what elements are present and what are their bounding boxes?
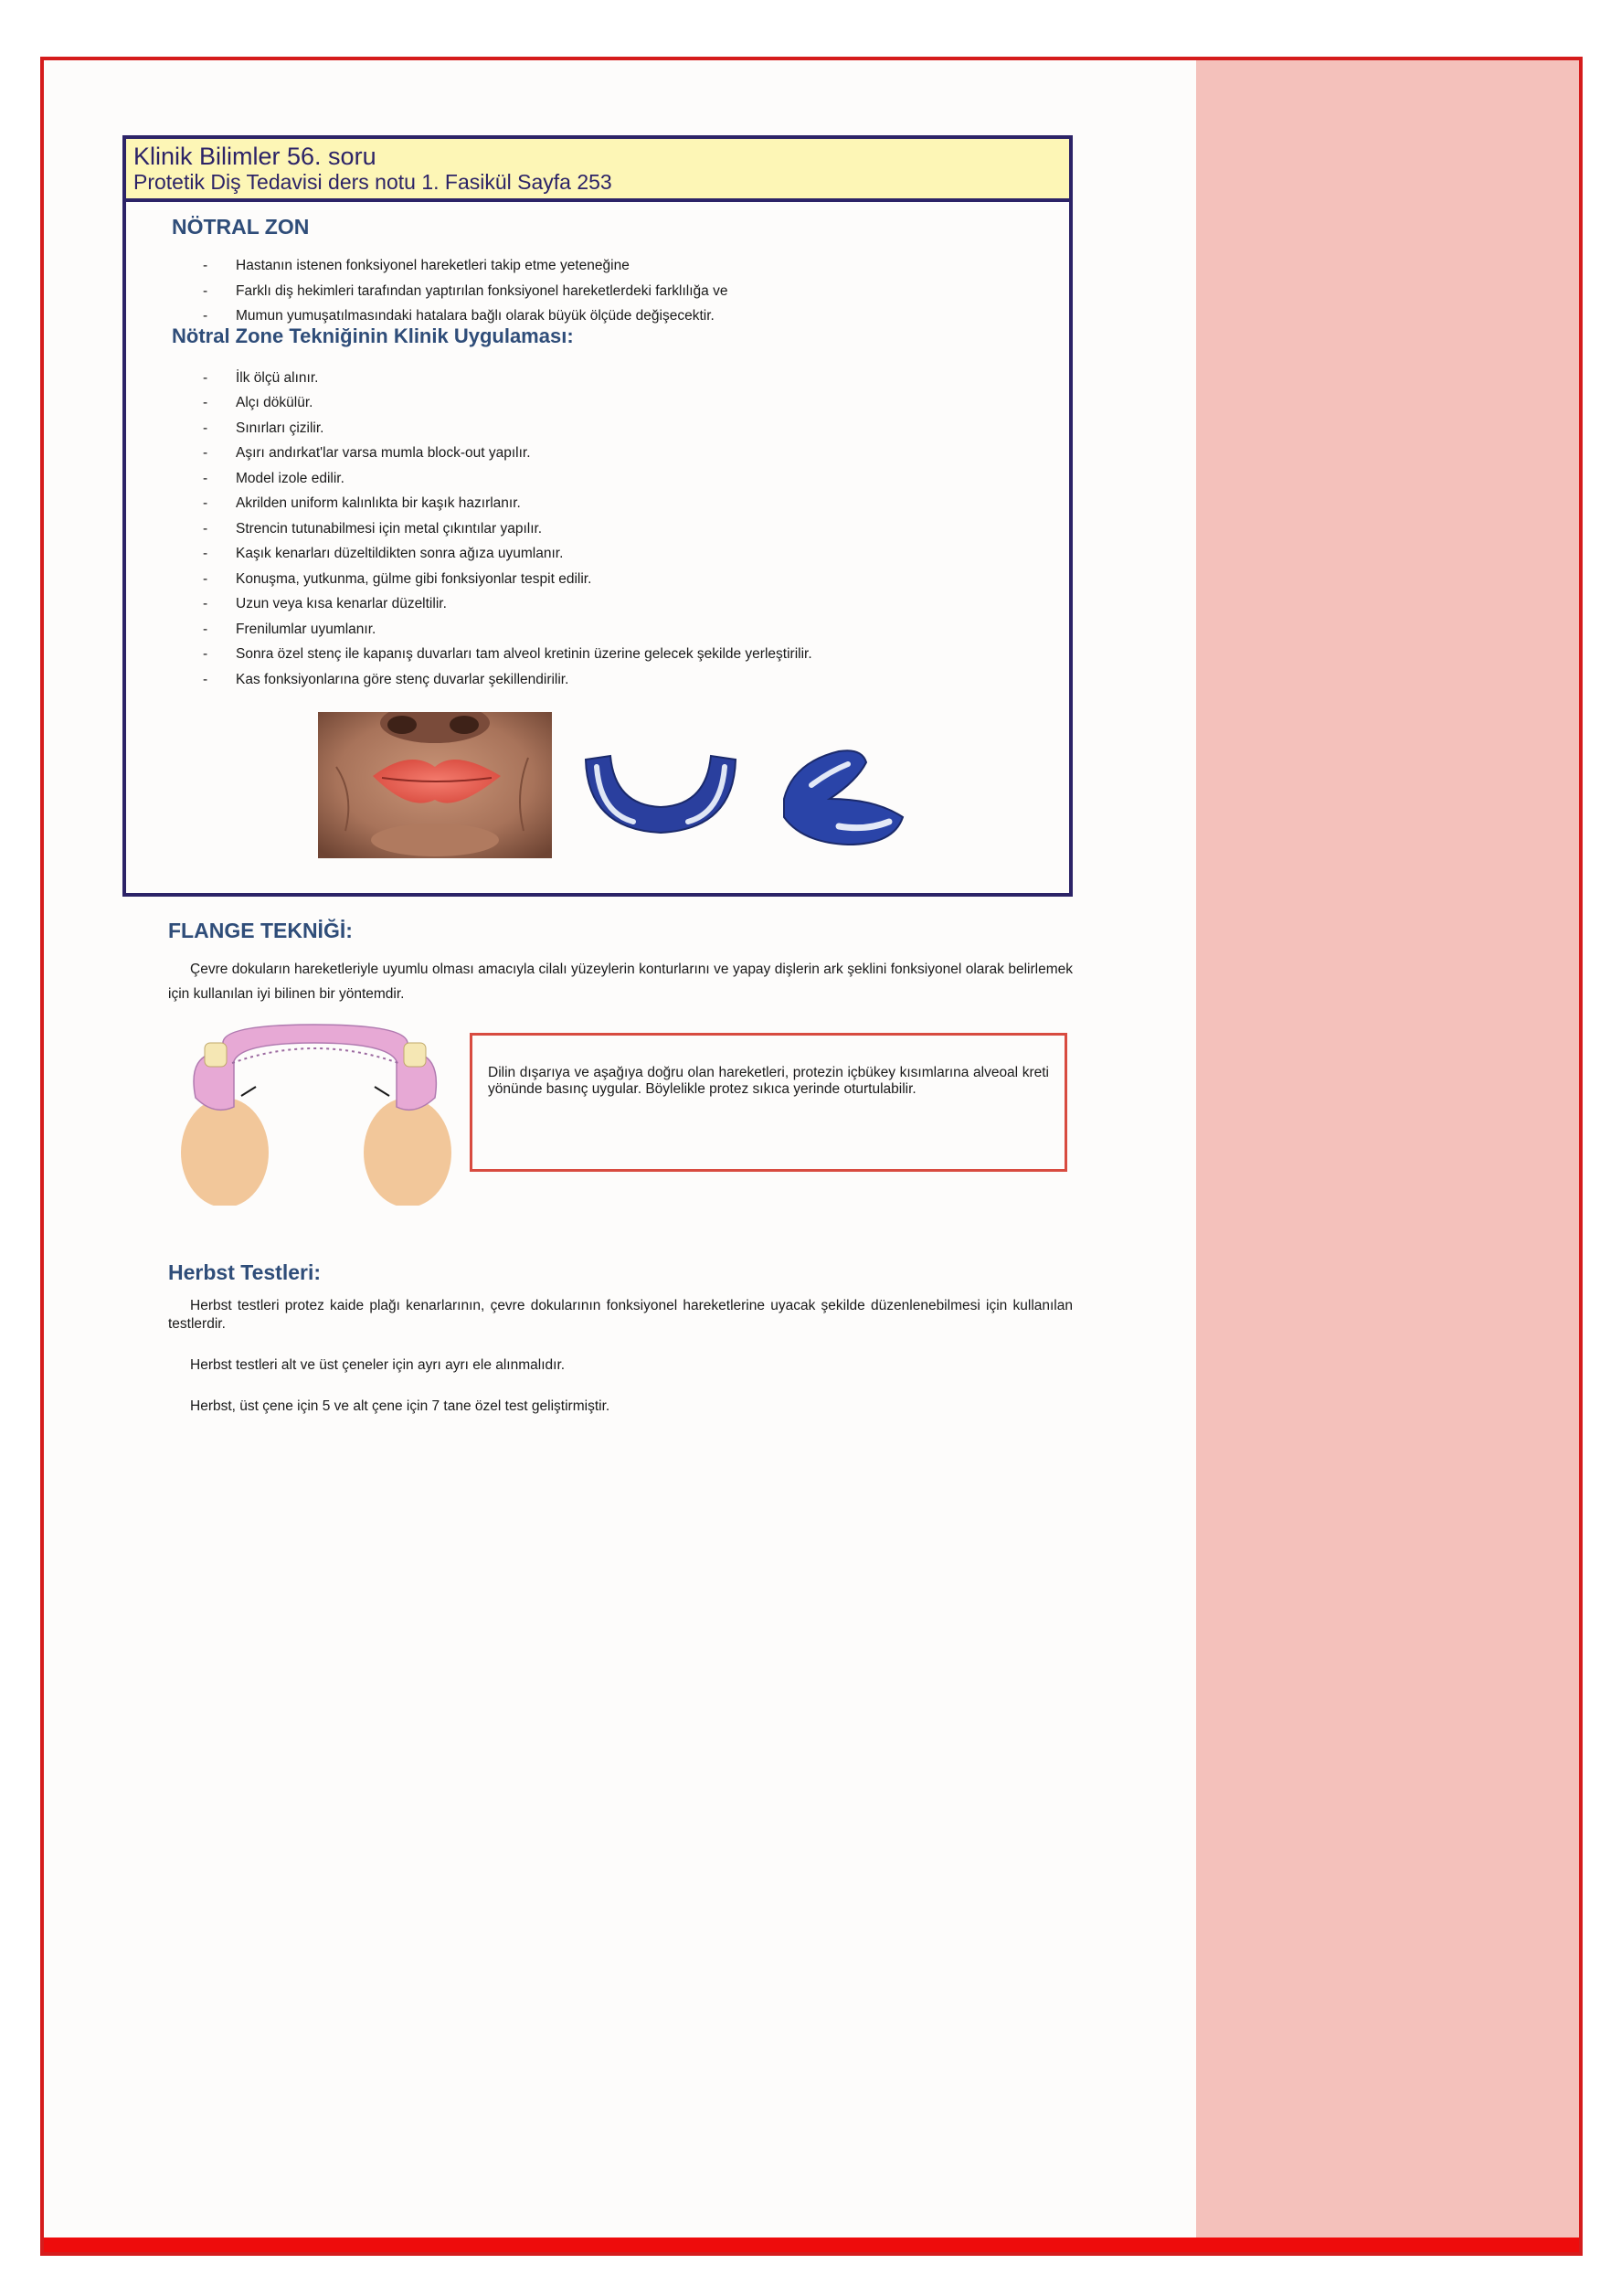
denture-diagram <box>168 1015 461 1206</box>
notral-zon-list <box>172 253 1069 329</box>
list-item: - Kas fonksiyonlarına göre stenç duvarlar şekillendirilir. <box>203 667 1069 693</box>
lips-photo <box>318 712 552 858</box>
box-subtitle: Protetik Diş Tedavisi ders notu 1. Fasikül Sayfa 253 <box>133 170 612 194</box>
list-item: - Akrilden uniform kalınlıkta bir kaşık hazırlanır. <box>203 491 1069 516</box>
klinik-heading: Nötral Zone Tekniğinin Klinik Uygulaması: <box>172 324 574 347</box>
box-title: Klinik Bilimler 56. soru <box>133 143 376 170</box>
herbst-paragraph-2: Herbst testleri alt ve üst çeneler için ayrı ayrı ele alınmalıdır. <box>190 1357 566 1373</box>
flange-heading: FLANGE TEKNİĞİ: <box>168 919 353 942</box>
herbst-paragraph-3: Herbst, üst çene için 5 ve alt çene için 7 tane özel test geliştirmiştir. <box>190 1398 610 1414</box>
list-item: - Model izole edilir. <box>203 466 1069 492</box>
info-box <box>470 1033 1067 1172</box>
list-item: - Strencin tutunabilmesi için metal çıkıntılar yapılır. <box>203 516 1069 542</box>
tray-photo-front <box>578 749 743 840</box>
flange-figure <box>168 1015 1073 1206</box>
list-item: - Uzun veya kısa kenarlar düzeltilir. <box>203 591 1069 617</box>
flange-section <box>122 917 1073 1206</box>
list-item: - Sınırları çizilir. <box>203 416 1069 441</box>
list-item: - Farklı diş hekimleri tarafından yaptırılan fonksiyonel hareketlerdeki farklılığa ve <box>203 279 1069 304</box>
list-item: - Mumun yumuşatılmasındaki hatalara bağlı olarak büyük ölçüde değişecektir. <box>203 303 1069 329</box>
list-item: - Konuşma, yutkunma, gülme gibi fonksiyonlar tespit edilir. <box>203 567 1069 592</box>
list-item: - Frenilumlar uyumlanır. <box>203 617 1069 643</box>
box-body <box>126 202 1069 893</box>
box-header <box>126 139 1069 202</box>
list-item: - İlk ölçü alınır. <box>203 366 1069 391</box>
list-item: - Aşırı andırkat'lar varsa mumla block-out yapılır. <box>203 441 1069 466</box>
herbst-section <box>122 1259 1073 1416</box>
bottom-bar <box>44 2238 1579 2252</box>
herbst-paragraph-1: Herbst testleri protez kaide plağı kenarlarının, çevre dokularının fonksiyonel hareketlerine uyacak şekilde düzenlenebilmesi için kullanılan testlerdir. <box>168 1298 1073 1332</box>
tray-photo-side <box>775 744 912 849</box>
list-item: - Hastanın istenen fonksiyonel hareketleri takip etme yeteneğine <box>203 253 1069 279</box>
page-frame <box>40 57 1583 2256</box>
list-item: - Alçı dökülür. <box>203 390 1069 416</box>
side-panel <box>1196 60 1579 2252</box>
list-item: - Sonra özel stenç ile kapanış duvarları tam alveol kretinin üzerine gelecek şekilde yerleştirilir. <box>203 642 1069 667</box>
flange-paragraph: Çevre dokuların hareketleriyle uyumlu olması amacıyla cilalı yüzeylerin konturlarını ve yapay dişlerin ark şeklini fonksiyonel olarak belirlemek için kullanılan iyi bilinen bir yöntemdir. <box>168 962 1073 1002</box>
info-box-text: Dilin dışarıya ve aşağıya doğru olan hareketleri, protezin içbükey kısımlarına alveoal kreti yönünde basınç uygular. Böylelikle protez sıkıca yerinde oturtulabilir. <box>488 1065 1049 1097</box>
herbst-heading: Herbst Testleri: <box>168 1260 322 1284</box>
content <box>122 135 1073 1416</box>
notral-zon-heading: NÖTRAL ZON <box>172 215 310 239</box>
klinik-list <box>172 366 1069 693</box>
question-box <box>122 135 1073 897</box>
list-item: - Kaşık kenarları düzeltildikten sonra ağıza uyumlanır. <box>203 541 1069 567</box>
photo-row <box>172 712 1069 867</box>
